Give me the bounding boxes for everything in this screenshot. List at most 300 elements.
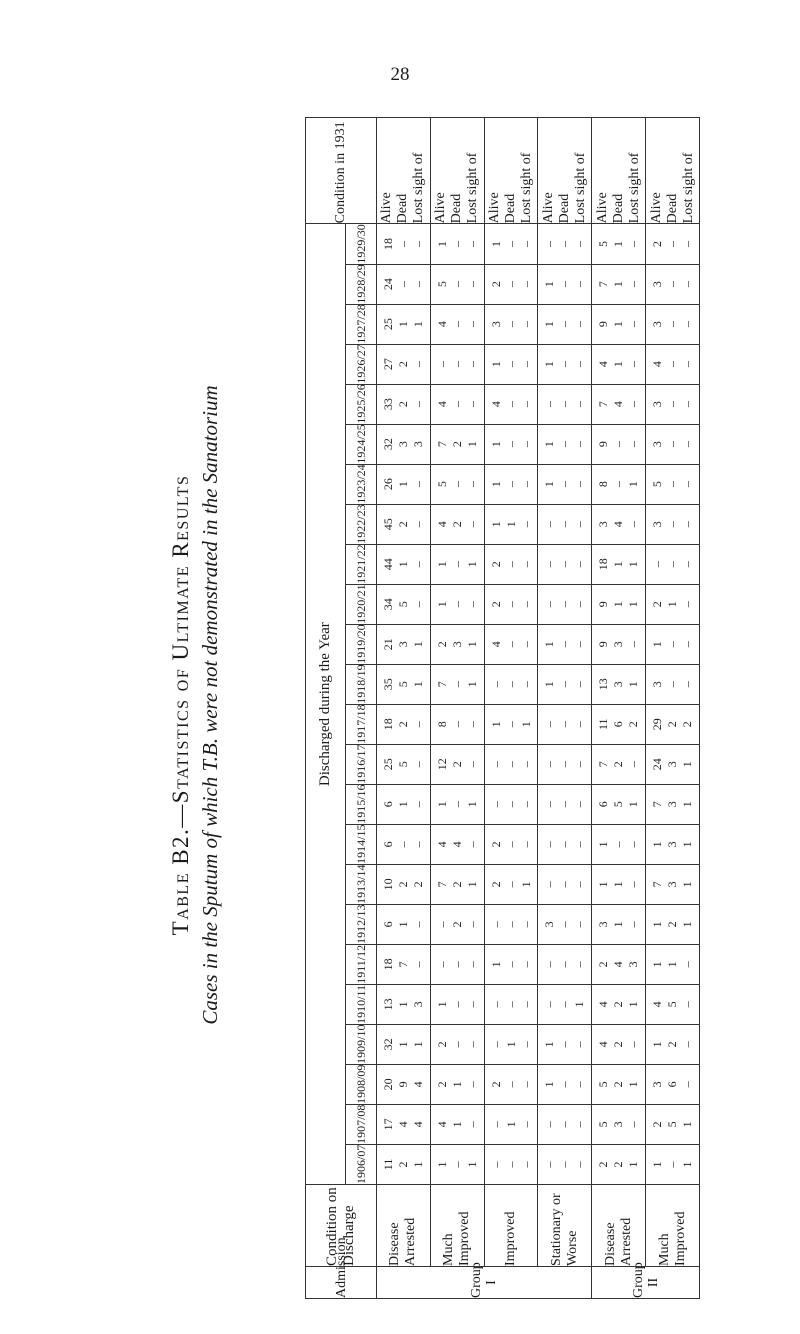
value-cell	[377, 624, 431, 664]
value-cell	[646, 944, 700, 984]
value-cell	[646, 224, 700, 264]
alive-count: 3	[650, 681, 665, 688]
lost-count: 2	[626, 721, 641, 728]
table-title-line2: Cases in the Sputum of which T.B. were not demonstrated in the Sanatorium	[198, 385, 222, 1025]
lost-count: –	[410, 361, 425, 368]
year-header-2: 1908/09	[346, 1064, 377, 1104]
lost-count: –	[518, 361, 533, 368]
lost-count: 1	[626, 561, 641, 568]
lost-count: 3	[410, 1001, 425, 1008]
value-cell	[592, 624, 646, 664]
alive-count: 17	[380, 1118, 395, 1131]
alive-count: 6	[380, 921, 395, 928]
value-cell	[592, 344, 646, 384]
value-cell	[538, 224, 592, 264]
alive-count: 1	[542, 641, 557, 648]
alive-count: –	[542, 1161, 557, 1168]
value-cell	[538, 1104, 592, 1144]
value-cell	[484, 584, 538, 624]
dead-count: 1	[395, 921, 410, 928]
lost-count: –	[626, 641, 641, 648]
value-cell	[430, 904, 484, 944]
dead-count: –	[557, 721, 572, 728]
dead-count: –	[449, 321, 464, 328]
dead-count: 4	[611, 961, 626, 968]
alive-count: 1	[434, 561, 449, 568]
lost-count: 1	[464, 801, 479, 808]
value-cell	[484, 504, 538, 544]
value-cell	[377, 344, 431, 384]
dead-count: –	[503, 281, 518, 288]
statistics-body	[377, 118, 700, 1299]
value-cell	[592, 704, 646, 744]
discharged-during-year-header: Discharged during the Year	[306, 224, 346, 1185]
lost-count: –	[410, 521, 425, 528]
alive-count: 6	[380, 841, 395, 848]
dead-count: 2	[449, 441, 464, 448]
value-cell	[430, 304, 484, 344]
dead-count: 3	[611, 1121, 626, 1128]
lost-count: 1	[518, 721, 533, 728]
value-cell	[484, 704, 538, 744]
dead-count: –	[449, 281, 464, 288]
dead-count: –	[503, 481, 518, 488]
alive-count: 4	[434, 401, 449, 408]
alive-count: 9	[596, 601, 611, 608]
alive-count: 5	[434, 281, 449, 288]
dead-count: 5	[395, 761, 410, 768]
alive-count: 1	[542, 1081, 557, 1088]
lost-count: –	[464, 521, 479, 528]
lost-count: –	[572, 481, 587, 488]
value-cell	[430, 1024, 484, 1064]
alive-count: –	[488, 921, 503, 928]
dead-count: –	[449, 561, 464, 568]
dead-count: –	[665, 321, 680, 328]
dead-count: 6	[611, 721, 626, 728]
value-cell	[592, 984, 646, 1024]
value-cell	[592, 464, 646, 504]
lost-count: 1	[464, 441, 479, 448]
value-cell	[538, 424, 592, 464]
alive-count: 3	[542, 921, 557, 928]
category-label: Much Improved	[646, 1184, 700, 1266]
alive-count: 4	[488, 641, 503, 648]
lost-count: –	[680, 281, 695, 288]
dead-count: 3	[665, 801, 680, 808]
dead-count: 1	[611, 601, 626, 608]
alive-count: 2	[434, 1041, 449, 1048]
lost-count: 1	[410, 321, 425, 328]
dead-count: 1	[503, 1041, 518, 1048]
value-cell	[538, 824, 592, 864]
status-label: Alive	[433, 192, 449, 224]
alive-count: 3	[596, 921, 611, 928]
lost-count: 1	[464, 881, 479, 888]
alive-count: 3	[650, 1081, 665, 1088]
dead-count: –	[395, 281, 410, 288]
dead-count: –	[503, 441, 518, 448]
lost-count: –	[626, 240, 641, 247]
status-label: Lost sight of	[465, 152, 481, 224]
dead-count: –	[449, 721, 464, 728]
dead-count: 1	[611, 321, 626, 328]
alive-count: –	[488, 681, 503, 688]
lost-count: –	[518, 921, 533, 928]
dead-count: 1	[449, 1121, 464, 1128]
value-cell	[484, 824, 538, 864]
lost-count: –	[572, 321, 587, 328]
lost-count: –	[680, 681, 695, 688]
table-row	[430, 118, 484, 1299]
lost-count: –	[518, 441, 533, 448]
alive-count: 7	[434, 681, 449, 688]
status-label: Dead	[664, 193, 680, 224]
dead-count: 5	[395, 681, 410, 688]
value-cell	[538, 1024, 592, 1064]
lost-count: –	[572, 561, 587, 568]
alive-count: 45	[380, 518, 395, 531]
dead-count: –	[503, 240, 518, 247]
lost-count: 1	[410, 1161, 425, 1168]
alive-count: 1	[488, 481, 503, 488]
condition-1931-labels	[646, 118, 700, 224]
dead-count: –	[503, 961, 518, 968]
lost-count: –	[680, 1041, 695, 1048]
lost-count: 1	[626, 1001, 641, 1008]
lost-count: 1	[680, 921, 695, 928]
value-cell	[538, 584, 592, 624]
lost-count: –	[518, 1161, 533, 1168]
alive-count: 2	[650, 1121, 665, 1128]
lost-count: –	[518, 521, 533, 528]
lost-count: –	[572, 681, 587, 688]
value-cell	[646, 704, 700, 744]
value-cell	[592, 744, 646, 784]
alive-count: 2	[596, 961, 611, 968]
alive-count: 2	[434, 1081, 449, 1088]
dead-count: –	[503, 801, 518, 808]
lost-count: –	[680, 481, 695, 488]
value-cell	[430, 664, 484, 704]
status-label: Dead	[449, 193, 465, 224]
status-label: Lost sight of	[572, 152, 588, 224]
dead-count: 1	[611, 361, 626, 368]
status-label: Alive	[594, 192, 610, 224]
alive-count: 18	[380, 958, 395, 971]
alive-count: –	[488, 1001, 503, 1008]
alive-count: 25	[380, 318, 395, 331]
lost-count: –	[572, 1081, 587, 1088]
lost-count: 1	[464, 641, 479, 648]
value-cell	[377, 904, 431, 944]
lost-count: –	[518, 1041, 533, 1048]
alive-count: 1	[542, 281, 557, 288]
lost-count: –	[572, 841, 587, 848]
alive-count: 8	[434, 721, 449, 728]
dead-count: –	[449, 1001, 464, 1008]
value-cell	[538, 784, 592, 824]
alive-count: 4	[488, 401, 503, 408]
dead-count: –	[449, 361, 464, 368]
value-cell	[430, 744, 484, 784]
value-cell	[538, 744, 592, 784]
value-cell	[377, 864, 431, 904]
year-header-15: 1921/22	[346, 544, 377, 584]
value-cell	[430, 1144, 484, 1184]
value-cell	[592, 584, 646, 624]
page-number: 28	[390, 64, 410, 85]
value-cell	[538, 304, 592, 344]
value-cell	[377, 1024, 431, 1064]
alive-count: 7	[650, 801, 665, 808]
value-cell	[377, 704, 431, 744]
dead-count: –	[557, 681, 572, 688]
year-header-4: 1910/11	[346, 984, 377, 1024]
alive-count: 10	[380, 878, 395, 891]
admission-header: Admission	[306, 1266, 377, 1298]
status-label: Alive	[648, 192, 664, 224]
alive-count: 1	[488, 961, 503, 968]
dead-count: –	[503, 881, 518, 888]
dead-count: –	[665, 401, 680, 408]
dead-count: –	[557, 801, 572, 808]
lost-count: 1	[464, 561, 479, 568]
lost-count: –	[464, 1041, 479, 1048]
alive-count: 1	[650, 921, 665, 928]
alive-count: 3	[596, 521, 611, 528]
alive-count: 3	[650, 441, 665, 448]
value-cell	[538, 944, 592, 984]
lost-count: –	[518, 601, 533, 608]
dead-count: –	[557, 561, 572, 568]
alive-count: –	[434, 961, 449, 968]
value-cell	[592, 424, 646, 464]
dead-count: –	[503, 361, 518, 368]
lost-count: 1	[680, 841, 695, 848]
alive-count: 1	[650, 1161, 665, 1168]
value-cell	[484, 264, 538, 304]
lost-count: 1	[410, 1041, 425, 1048]
alive-count: 3	[650, 321, 665, 328]
dead-count: 2	[449, 761, 464, 768]
lost-count: 1	[680, 1121, 695, 1128]
dead-count: –	[557, 601, 572, 608]
value-cell	[538, 664, 592, 704]
dead-count: –	[503, 761, 518, 768]
dead-count: –	[557, 841, 572, 848]
dead-count: –	[503, 641, 518, 648]
alive-count: –	[434, 361, 449, 368]
alive-count: –	[542, 961, 557, 968]
dead-count: 2	[611, 1161, 626, 1168]
status-label: Lost sight of	[411, 152, 427, 224]
value-cell	[377, 984, 431, 1024]
alive-count: 5	[596, 1081, 611, 1088]
dead-count: 3	[395, 441, 410, 448]
dead-count: 2	[449, 521, 464, 528]
value-cell	[646, 264, 700, 304]
alive-count: 1	[596, 841, 611, 848]
value-cell	[646, 544, 700, 584]
dead-count: 3	[395, 641, 410, 648]
value-cell	[484, 784, 538, 824]
lost-count: 1	[572, 1001, 587, 1008]
dead-count: –	[665, 240, 680, 247]
value-cell	[430, 224, 484, 264]
alive-count: 3	[650, 521, 665, 528]
year-header-3: 1909/10	[346, 1024, 377, 1064]
dead-count: 1	[395, 1001, 410, 1008]
dead-count: –	[557, 961, 572, 968]
dead-count: –	[503, 321, 518, 328]
value-cell	[484, 744, 538, 784]
dead-count: –	[449, 1041, 464, 1048]
dead-count: 1	[395, 321, 410, 328]
value-cell	[377, 504, 431, 544]
lost-count: –	[626, 361, 641, 368]
value-cell	[377, 264, 431, 304]
alive-count: 8	[596, 481, 611, 488]
alive-count: –	[542, 1121, 557, 1128]
dead-count: 3	[665, 841, 680, 848]
year-header-20: 1926/27	[346, 344, 377, 384]
value-cell	[484, 1064, 538, 1104]
status-label: Dead	[395, 193, 411, 224]
alive-count: 1	[488, 521, 503, 528]
alive-count: –	[542, 240, 557, 247]
lost-count: –	[680, 361, 695, 368]
lost-count: 1	[626, 1081, 641, 1088]
lost-count: –	[518, 321, 533, 328]
year-header-16: 1922/23	[346, 504, 377, 544]
alive-count: 1	[596, 881, 611, 888]
dead-count: –	[557, 361, 572, 368]
lost-count: –	[680, 441, 695, 448]
value-cell	[377, 944, 431, 984]
value-cell	[484, 304, 538, 344]
dead-count: –	[557, 321, 572, 328]
lost-count: 3	[626, 961, 641, 968]
lost-count: –	[572, 921, 587, 928]
lost-count: –	[572, 240, 587, 247]
dead-count: 2	[611, 1041, 626, 1048]
value-cell	[592, 1104, 646, 1144]
alive-count: 7	[596, 401, 611, 408]
alive-count: 1	[650, 1041, 665, 1048]
dead-count: 3	[611, 641, 626, 648]
lost-count: –	[464, 321, 479, 328]
year-header-22: 1928/29	[346, 264, 377, 304]
dead-count: 1	[611, 881, 626, 888]
dead-count: –	[449, 481, 464, 488]
dead-count: 3	[449, 641, 464, 648]
lost-count: 1	[680, 1161, 695, 1168]
category-label: Improved	[484, 1184, 538, 1266]
value-cell	[377, 424, 431, 464]
alive-count: 5	[434, 481, 449, 488]
alive-count: 12	[434, 758, 449, 771]
dead-count: 2	[611, 1081, 626, 1088]
alive-count: –	[542, 401, 557, 408]
lost-count: 4	[410, 1081, 425, 1088]
lost-count: –	[410, 601, 425, 608]
value-cell	[377, 384, 431, 424]
alive-count: –	[542, 521, 557, 528]
alive-count: 3	[650, 401, 665, 408]
year-header-5: 1911/12	[346, 944, 377, 984]
alive-count: 25	[380, 758, 395, 771]
value-cell	[646, 344, 700, 384]
year-header-18: 1924/25	[346, 424, 377, 464]
lost-count: –	[572, 881, 587, 888]
value-cell	[592, 664, 646, 704]
lost-count: 1	[626, 801, 641, 808]
alive-count: 2	[488, 841, 503, 848]
lost-count: –	[626, 281, 641, 288]
dead-count: 1	[503, 1121, 518, 1128]
alive-count: –	[488, 1161, 503, 1168]
lost-count: –	[518, 561, 533, 568]
dead-count: –	[395, 841, 410, 848]
lost-count: –	[518, 481, 533, 488]
year-header-17: 1923/24	[346, 464, 377, 504]
year-header-9: 1915/16	[346, 784, 377, 824]
alive-count: 9	[596, 321, 611, 328]
value-cell	[646, 904, 700, 944]
alive-count: 1	[434, 1001, 449, 1008]
status-label: Lost sight of	[680, 152, 696, 224]
dead-count: 1	[611, 921, 626, 928]
dead-count: 1	[395, 481, 410, 488]
value-cell	[377, 664, 431, 704]
group-label: Group II	[592, 1266, 700, 1298]
lost-count: –	[410, 841, 425, 848]
alive-count: 6	[380, 801, 395, 808]
dead-count: 2	[665, 921, 680, 928]
dead-count: 2	[611, 1001, 626, 1008]
dead-count: 1	[611, 561, 626, 568]
lost-count: –	[626, 321, 641, 328]
dead-count: –	[557, 761, 572, 768]
dead-count: –	[503, 601, 518, 608]
alive-count: 29	[650, 718, 665, 731]
alive-count: –	[542, 721, 557, 728]
value-cell	[484, 344, 538, 384]
alive-count: 2	[650, 601, 665, 608]
value-cell	[592, 224, 646, 264]
alive-count: 1	[650, 841, 665, 848]
dead-count: –	[557, 1161, 572, 1168]
dead-count: –	[557, 481, 572, 488]
year-header-12: 1918/19	[346, 664, 377, 704]
lost-count: –	[518, 761, 533, 768]
value-cell	[377, 1144, 431, 1184]
lost-count: –	[680, 321, 695, 328]
dead-count: 1	[449, 1081, 464, 1088]
lost-count: –	[464, 1001, 479, 1008]
value-cell	[592, 784, 646, 824]
lost-count: –	[464, 721, 479, 728]
alive-count: 2	[650, 240, 665, 247]
table-row	[646, 118, 700, 1299]
alive-count: 35	[380, 678, 395, 691]
status-label: Alive	[487, 192, 503, 224]
dead-count: –	[665, 481, 680, 488]
value-cell	[592, 824, 646, 864]
lost-count: 1	[680, 761, 695, 768]
value-cell	[484, 384, 538, 424]
